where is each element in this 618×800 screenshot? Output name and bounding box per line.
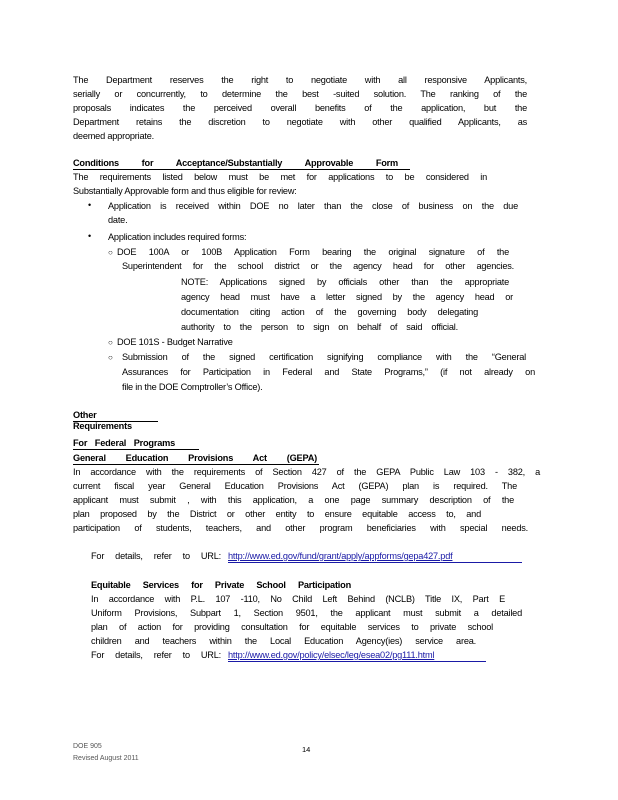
gepa-details-label: For details, refer to URL: <box>91 551 221 561</box>
bullet-1-cont: date. <box>108 215 128 225</box>
reserve-line-5: deemed appropriate. <box>73 131 154 141</box>
equitable-body-3: plan of action for providing consultation for equitable services to private school <box>91 622 493 632</box>
equitable-body-4: children and teachers within the Local Education Agency(ies) service area. <box>91 636 476 646</box>
gepa-heading-1-underline <box>73 449 199 450</box>
gepa-heading-2: General Education Provisions Act (GEPA) <box>73 453 317 463</box>
reserve-line-3: proposals indicates the perceived overall benefits of the application, but the <box>73 103 527 113</box>
conditions-intro-1: The requirements listed below must be met for applications to be considered in <box>73 172 487 182</box>
bullet-2-text: Application includes required forms: <box>108 232 247 242</box>
gepa-body-2: current fiscal year General Education Provisions Act (GEPA) plan is required. The <box>73 481 517 491</box>
gepa-heading-1: For Federal Programs <box>73 438 175 448</box>
gepa-body-3: applicant must submit , with this application, a one page summary description of the <box>73 495 514 505</box>
equitable-heading: Equitable Services for Private School Participation <box>91 580 351 590</box>
note-line-3: documentation citing action of the governing body delegating <box>181 307 478 317</box>
reserve-line-2: serially or concurrently, to determine the best -suited solution. The ranking of the <box>73 89 527 99</box>
sub-1-marker: ○ <box>108 248 113 257</box>
equitable-url-underline <box>228 661 486 662</box>
reserve-line-1: The Department reserves the right to negotiate with all responsive Applicants, <box>73 75 527 85</box>
sub-1-cont: Superintendent for the school district or the agency head for other agencies. <box>122 261 514 271</box>
equitable-details-label: For details, refer to URL: <box>91 650 221 660</box>
other-heading-underline <box>73 421 158 422</box>
gepa-body-5: participation of students, teachers, and other program beneficiaries with special needs. <box>73 523 528 533</box>
gepa-url-underline <box>228 562 522 563</box>
reserve-line-4: Department retains the discretion to negotiate with other qualified Applicants, as <box>73 117 527 127</box>
other-heading: Other Requirements <box>73 410 132 431</box>
sub-3-line-3: file in the DOE Comptroller’s Office). <box>122 382 263 392</box>
bullet-1-text: Application is received within DOE no later than the close of business on the due <box>108 201 518 211</box>
gepa-body-1: In accordance with the requirements of Section 427 of the GEPA Public Law 103 - 382, a <box>73 467 540 477</box>
conditions-heading-underline <box>73 169 410 170</box>
gepa-body-4: plan proposed by the District or other entity to ensure equitable access to, and <box>73 509 481 519</box>
gepa-heading-2-underline <box>73 464 319 465</box>
footer-revised: Revised August 2011 <box>73 755 139 762</box>
sub-2-marker: ○ <box>108 338 113 347</box>
equitable-body-2: Uniform Provisions, Subpart 1, Section 9501, the applicant must submit a detailed <box>91 608 522 618</box>
sub-2-text: DOE 101S - Budget Narrative <box>117 337 233 347</box>
bullet-2-marker: • <box>88 231 92 241</box>
gepa-url-link[interactable]: http://www.ed.gov/fund/grant/apply/appforms/gepa427.pdf <box>228 551 453 561</box>
equitable-url-link[interactable]: http://www.ed.gov/policy/elsec/leg/esea02/pg111.html <box>228 650 435 660</box>
sub-3-marker: ○ <box>108 353 113 362</box>
bullet-1-marker: • <box>88 200 92 210</box>
sub-3-line-2: Assurances for Participation in Federal and State Programs,” (if not already on <box>122 367 535 377</box>
conditions-intro-2: Substantially Approvable form and thus eligible for review: <box>73 186 297 196</box>
footer-form-id: DOE 905 <box>73 743 102 750</box>
conditions-heading: Conditions for Acceptance/Substantially Approvable Form <box>73 158 398 168</box>
page-number: 14 <box>302 745 311 754</box>
sub-3-line-1: Submission of the signed certification signifying compliance with the “General <box>122 352 526 362</box>
sub-1-text: DOE 100A or 100B Application Form bearing the original signature of the <box>117 247 509 257</box>
note-line-2: agency head must have a letter signed by the agency head or <box>181 292 513 302</box>
note-line-1: NOTE: Applications signed by officials other than the appropriate <box>181 277 509 287</box>
note-line-4: authority to the person to sign on behalf of said official. <box>181 322 458 332</box>
equitable-body-1: In accordance with P.L. 107 -110, No Child Left Behind (NCLB) Title IX, Part E <box>91 594 505 604</box>
